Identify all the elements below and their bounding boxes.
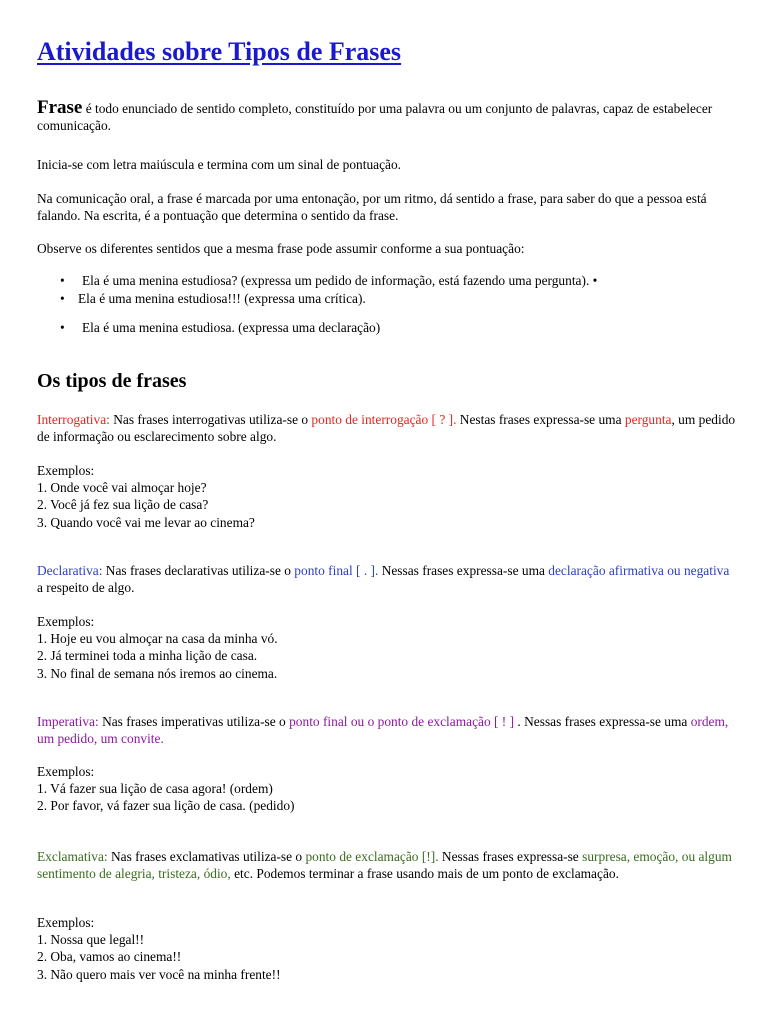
imperativa-definition [37,713,738,747]
example-item: 1. Vá fazer sua lição de casa agora! (ordem) [37,781,273,797]
paragraph-oral-communication: Na comunicação oral, a frase é marcada por uma entonação, por um ritmo, dá sentido a frase, para saber do que a pessoa está falando. Na escrita, é a pontuação que determina o sentido da frase. [37,191,707,223]
examples-label: Exemplos: [37,915,95,930]
declarativa-definition [37,562,738,596]
exclamativa-examples [37,914,738,983]
example-item: 1. Hoje eu vou almoçar na casa da minha vó. [37,631,278,647]
interrogativa-definition [37,411,738,445]
interrogativa-text: , um pedido de informação ou esclarecimento sobre algo. [37,412,736,444]
interrogativa-text: Nestas frases expressa-se uma [456,412,625,427]
examples-label: Exemplos: [37,614,95,629]
examples-label: Exemplos: [37,463,95,478]
exclamativa-highlight: ponto de exclamação [!]. [305,849,439,864]
paragraph-capitalization: Inicia-se com letra maiúscula e termina com um sinal de pontuação. [37,157,402,172]
list-item [60,319,380,336]
declarativa-highlight: ponto final [ . ]. [294,563,379,578]
page-title: Atividades sobre Tipos de Frases [37,37,402,66]
example-item: 2. Oba, vamos ao cinema!! [37,949,182,965]
paragraph-observe: Observe os diferentes sentidos que a mesma frase pode assumir conforme a sua pontuação: [37,241,525,256]
exclamativa-text: Nessas frases expressa-se [438,849,583,864]
exclamativa-text: etc. Podemos terminar a frase usando mais de um ponto de exclamação. [230,866,619,881]
list-item-text: Ela é uma menina estudiosa!!! (expressa uma crítica). [78,291,366,306]
bullet-icon: • [60,291,65,306]
declarativa-highlight: declaração afirmativa ou negativa [548,563,730,578]
intro-paragraph [37,99,738,134]
bullet-icon: • [60,320,65,335]
interrogativa-text: Nas frases interrogativas utiliza-se o [109,412,312,427]
exclamativa-label: Exclamativa: [37,849,108,864]
declarativa-examples [37,613,738,682]
example-item: 3. No final de semana nós iremos ao cinema. [37,665,278,681]
imperativa-examples [37,763,738,815]
imperativa-text: . Nessas frases expressa-se uma [514,714,691,729]
declarativa-label: Declarativa: [37,563,103,578]
imperativa-label: Imperativa: [37,714,99,729]
list-item [60,272,597,289]
imperativa-highlight: ordem, um pedido, um convite. [37,714,729,746]
exclamativa-highlight: surpresa, emoção, ou algum sentimento de alegria, tristeza, ódio, [37,849,732,881]
intro-lead: Frase [37,97,83,118]
declarativa-text: a respeito de algo. [37,580,135,595]
example-item: 2. Por favor, vá fazer sua lição de casa. (pedido) [37,798,295,814]
list-item-text: Ela é uma menina estudiosa. (expressa uma declaração) [82,320,381,335]
exclamativa-definition [37,848,738,882]
example-item: 2. Já terminei toda a minha lição de casa. [37,648,258,664]
examples-label: Exemplos: [37,764,95,779]
imperativa-text: Nas frases imperativas utiliza-se o [98,714,290,729]
declarativa-text: Nessas frases expressa-se uma [378,563,549,578]
intro-text: é todo enunciado de sentido completo, constituído por uma palavra ou um conjunto de palavras, capaz de estabelecer comunicação. [37,101,713,133]
interrogativa-examples [37,462,738,531]
list-item [60,290,366,307]
interrogativa-highlight: ponto de interrogação [ ? ]. [311,412,457,427]
example-item: 2. Você já fez sua lição de casa? [37,497,209,513]
interrogativa-highlight: pergunta [624,412,672,427]
imperativa-highlight: ponto final ou o ponto de exclamação [ ! ] [289,714,515,729]
example-item: 1. Onde você vai almoçar hoje? [37,480,207,496]
example-item: 3. Não quero mais ver você na minha frente!! [37,966,281,982]
bullet-icon: • [60,273,65,288]
list-item-text: Ela é uma menina estudiosa? (expressa um pedido de informação, está fazendo uma pergunta). • [82,273,598,288]
section-title: Os tipos de frases [37,370,187,392]
declarativa-text: Nas frases declarativas utiliza-se o [102,563,295,578]
interrogativa-label: Interrogativa: [37,412,110,427]
exclamativa-text: Nas frases exclamativas utiliza-se o [107,849,306,864]
example-item: 1. Nossa que legal!! [37,932,145,948]
example-item: 3. Quando você vai me levar ao cinema? [37,514,255,530]
